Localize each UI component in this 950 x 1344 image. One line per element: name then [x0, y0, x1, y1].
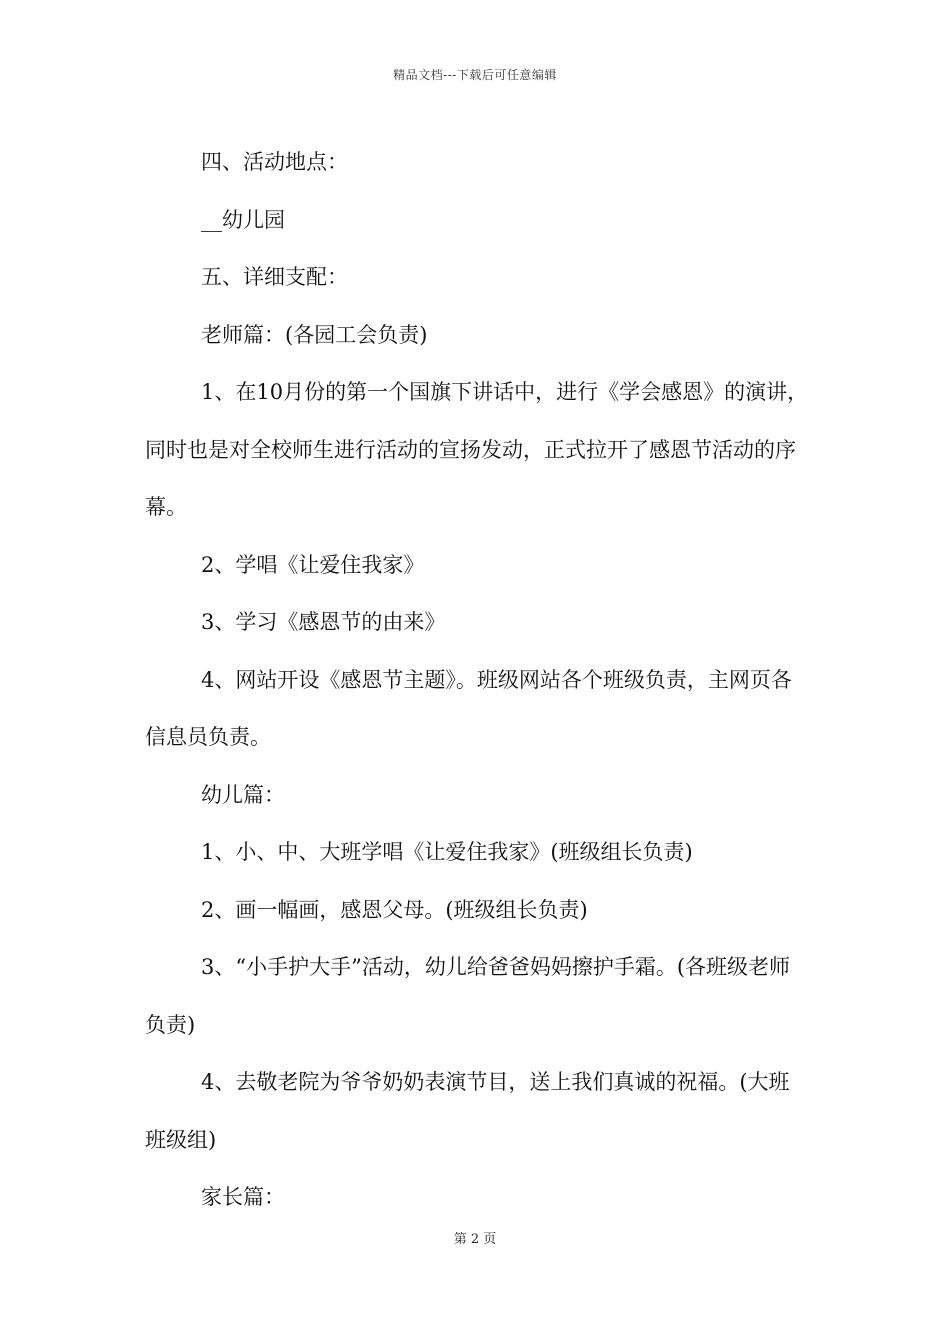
- page-number: 第 2 页: [453, 1232, 497, 1247]
- paragraph: 4、去敬老院为爷爷奶奶表演节目，送上我们真诚的祝福。(大班班级组): [145, 1070, 790, 1152]
- paragraph: 幼儿篇：: [201, 782, 285, 807]
- paragraph: 1、小、中、大班学唱《让爱住我家》(班级组长负责): [201, 840, 693, 864]
- paragraph: 五、详细支配：: [201, 265, 348, 289]
- paragraph: 3、学习《感恩节的由来》: [201, 610, 446, 634]
- page-header: 精品文档---下载后可任意编辑: [393, 68, 557, 82]
- paragraph: 4、网站开设《感恩节主题》。班级网站各个班级负责，主网页各信息员负责。: [145, 667, 792, 749]
- paragraph: 2、画一幅画，感恩父母。(班级组长负责): [201, 897, 588, 922]
- document-body: [145, 134, 810, 1227]
- paragraph: 1、在10月份的第一个国旗下讲话中，进行《学会感恩》的演讲，同时也是对全校师生进行活动的宣扬发动，正式拉开了感恩节活动的序幕。: [145, 380, 809, 519]
- paragraph: __幼儿园: [201, 207, 285, 232]
- paragraph: 2、学唱《让爱住我家》: [201, 552, 425, 577]
- paragraph: 老师篇：(各园工会负责): [201, 322, 428, 347]
- paragraph: 四、活动地点：: [201, 150, 348, 174]
- paragraph: 家长篇：: [201, 1185, 285, 1209]
- paragraph: 3、“小手护大手”活动，幼儿给爸爸妈妈擦护手霜。(各班级老师负责): [145, 955, 791, 1037]
